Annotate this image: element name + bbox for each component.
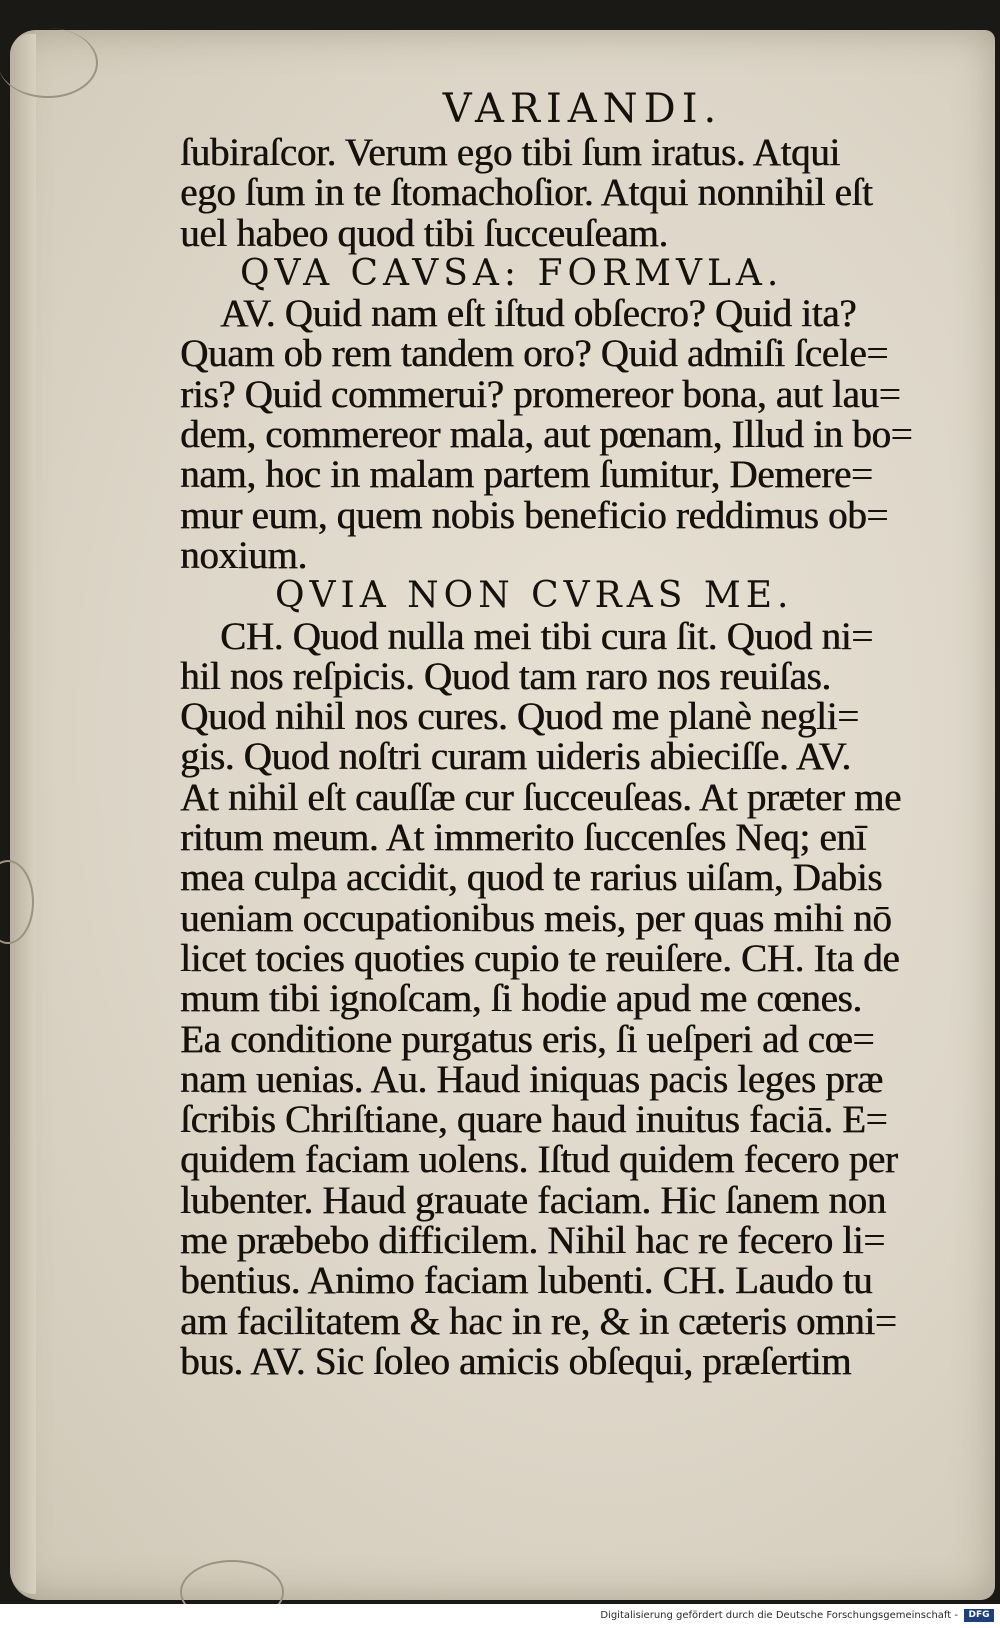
text-line: Quam ob rem tandem oro? Quid admiſi ſcele= (180, 332, 888, 376)
section-heading: QVA CAVSA: FORMVLA. (240, 252, 784, 294)
text-line: ſubiraſcor. Verum ego tibi ſum iratus. Atqui (180, 131, 840, 174)
text-line: ritum meum. At immerito ſuccenſes Neq; enī (180, 816, 866, 860)
dfg-logo: DFG (964, 1609, 994, 1622)
text-line: At nihil eſt cauſſæ cur ſucceuſeas. At præter me (180, 775, 901, 819)
text-line: ris? Quid commerui? promereor bona, aut lau= (180, 372, 901, 416)
text-line: mea culpa accidit, quod te rarius uiſam, Dabis (180, 856, 883, 900)
footer-credit: Digitalisierung gefördert durch die Deutsche Forschungsgemeinschaft - (600, 1610, 958, 1621)
text-line: dem, commereor mala, aut pœnam, Illud in bo= (180, 413, 913, 457)
page-edge (10, 34, 36, 1594)
section-heading: QVIA NON CVRAS ME. (275, 575, 794, 617)
text-line: mum tibi ignoſcam, ſi hodie apud me cœnes. (180, 977, 862, 1021)
text-line: CH. Quod nulla mei tibi cura ſit. Quod ni= (220, 614, 873, 658)
text-line: AV. Quid nam eſt iſtud obſecro? Quid ita? (220, 292, 857, 336)
text-line: mur eum, quem nobis beneficio reddimus ob= (180, 493, 889, 537)
text-line: me præbebo difficilem. Nihil hac re fecero li= (180, 1219, 885, 1263)
text-line: nam uenias. Au. Haud iniquas pacis leges præ (180, 1057, 883, 1101)
text-line: lubenter. Haud grauate faciam. Hic ſanem non (180, 1178, 886, 1222)
text-line: Quod nihil nos cures. Quod me planè negli= (180, 695, 859, 739)
text-line: hil nos reſpicis. Quod tam raro nos reuiſas. (180, 654, 831, 698)
text-lines (180, 133, 925, 1382)
page-text (180, 85, 925, 1382)
page-tab-mark (0, 28, 98, 98)
text-line: uel habeo quod tibi ſucceuſeam. (180, 211, 668, 255)
text-line: nam, hoc in malam partem ſumitur, Demere= (180, 453, 873, 497)
text-line: ego ſum in te ſtomachoſior. Atqui nonnihil eſt (180, 171, 873, 215)
text-line: quidem faciam uolens. Iſtud quidem fecero per (180, 1138, 898, 1182)
text-line: ſcribis Chriſtiane, quare haud inuitus faciā. E= (180, 1098, 888, 1142)
text-line: licet tocies quoties cupio te reuiſere. CH. Ita de (180, 936, 900, 980)
text-line: gis. Quod noſtri curam uideris abieciſſe. AV. (180, 735, 851, 779)
text-line: bentius. Animo faciam lubenti. CH. Laudo tu (180, 1259, 873, 1303)
footer-bar (0, 1604, 1000, 1628)
running-head: VARIANDI. (442, 86, 723, 132)
text-line: am facilitatem & hac in re, & in cæteris omni= (180, 1299, 897, 1343)
text-line: Ea conditione purgatus eris, ſi ueſperi ad cœ= (180, 1017, 875, 1061)
text-line: bus. AV. Sic ſoleo amicis obſequi, præſertim (180, 1339, 852, 1383)
text-line: ueniam occupationibus meis, per quas mihi nō (180, 896, 892, 940)
text-line: noxium. (180, 533, 307, 577)
